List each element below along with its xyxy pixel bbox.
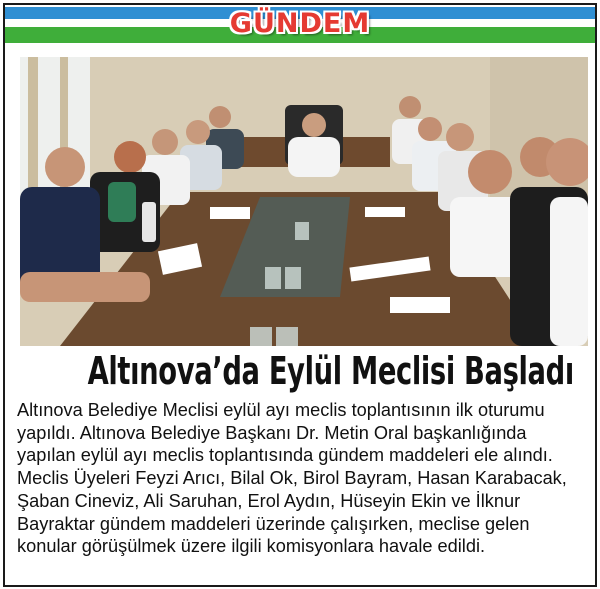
news-clipping bbox=[3, 3, 597, 587]
meeting-photo-illustration bbox=[20, 57, 588, 346]
section-title: GÜNDEM bbox=[229, 8, 371, 39]
article-body: Altınova Belediye Meclisi eylül ayı meclis toplantısının ilk oturumu yapıldı. Altınova Belediye Başkanı Dr. Metin Oral başkanlığında yapılan eylül ayı meclis toplantısında gündem maddeleri ele alındı. Meclis Üyeleri Feyzi Arıcı, Bilal Ok, Birol Bayram, Hasan Karabacak, Şaban Cineviz, Ali Saruhan, Erol Aydın, Hüseyin Ekin ve İlknur Bayraktar gündem maddeleri üzerinde çalışırken, meclise gelen konular görüşülmek üzere ilgili komisyonlara havale edildi. bbox=[17, 400, 567, 557]
section-banner bbox=[5, 5, 595, 47]
article-headline: Altınova’da Eylül Meclisi Başladı bbox=[87, 349, 574, 393]
meeting-photo bbox=[20, 57, 588, 346]
